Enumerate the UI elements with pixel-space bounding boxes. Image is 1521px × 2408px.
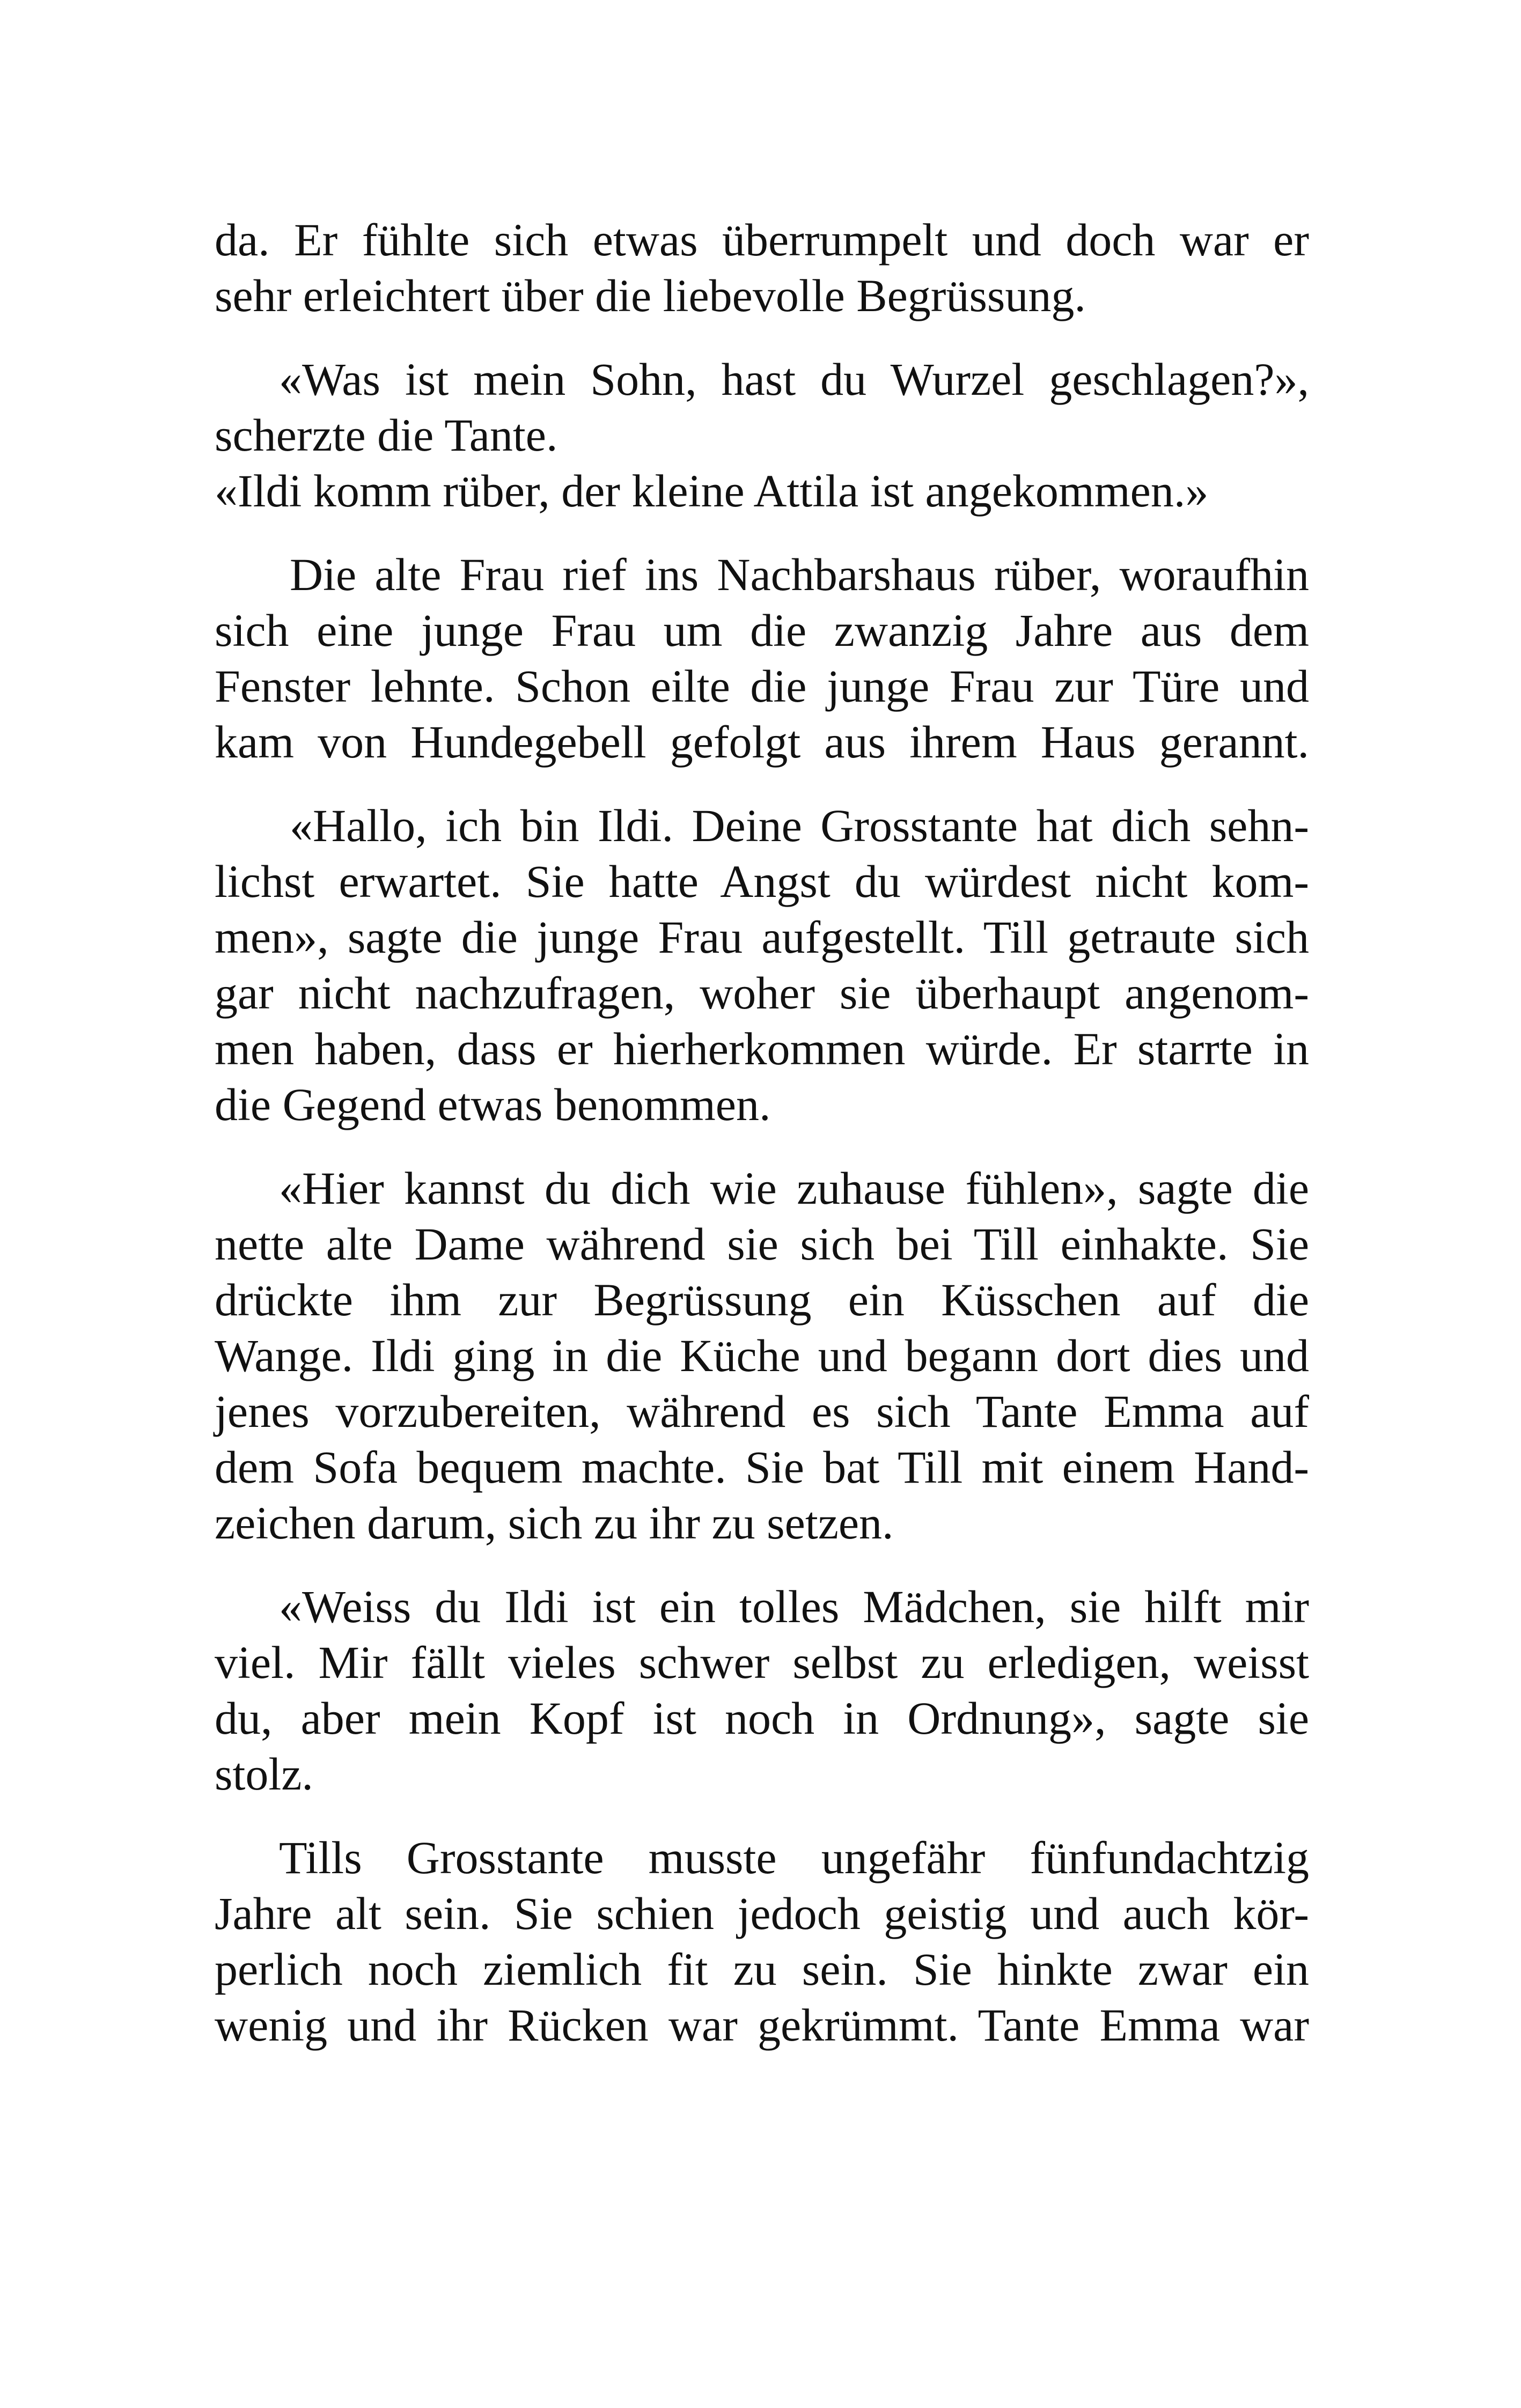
text-line: stolz. [215,1748,313,1800]
text-line: wenig und ihr Rücken war gekrümmt. Tante Emma war [215,1999,1309,2051]
paragraph [215,351,1309,519]
text-line: jenes vorzubereiten, während es sich Tante Emma auf [215,1386,1309,1437]
text-line: Fenster lehnte. Schon eilte die junge Frau zur Türe und [215,660,1309,712]
text-line: drückte ihm zur Begrüssung ein Küsschen auf die [215,1274,1309,1325]
text-line: «Was ist mein Sohn, hast du Wurzel geschlagen?», [279,354,1309,405]
paragraph [215,798,1309,1132]
body-text [215,212,1309,2081]
text-line: zeichen darum, sich zu ihr zu setzen. [215,1497,894,1549]
paragraph [215,212,1309,323]
text-line: perlich noch ziemlich fit zu sein. Sie hinkte zwar ein [215,1943,1309,1995]
text-line: gar nicht nachzufragen, woher sie überhaupt angenom- [215,967,1309,1019]
text-line: lichst erwartet. Sie hatte Angst du würdest nicht kom- [215,856,1309,907]
paragraph [215,547,1309,770]
text-line: Tills Grosstante musste ungefähr fünfundachtzig [279,1832,1309,1883]
text-line: Wange. Ildi ging in die Küche und begann dort dies und [215,1330,1309,1381]
text-line: «Weiss du Ildi ist ein tolles Mädchen, sie hilft mir [279,1581,1309,1632]
text-line: Die alte Frau rief ins Nachbarshaus rüber, woraufhin [290,549,1309,600]
text-line: scherzte die Tante. [215,409,558,461]
text-line: «Hallo, ich bin Ildi. Deine Grosstante hat dich sehn- [290,800,1309,851]
paragraph [215,1160,1309,1551]
text-line: dem Sofa bequem machte. Sie bat Till mit einem Hand- [215,1441,1309,1493]
text-line: kam von Hundegebell gefolgt aus ihrem Haus gerannt. [215,716,1309,768]
text-line: sehr erleichtert über die liebevolle Begrüssung. [215,270,1086,321]
text-line: Jahre alt sein. Sie schien jedoch geistig und auch kör- [215,1888,1309,1939]
text-line: du, aber mein Kopf ist noch in Ordnung», sagte sie [215,1692,1309,1744]
text-line: die Gegend etwas benommen. [215,1079,771,1130]
text-line: men haben, dass er hierherkommen würde. Er starrte in [215,1023,1309,1074]
text-line: «Hier kannst du dich wie zuhause fühlen», sagte die [279,1162,1309,1214]
text-line: sich eine junge Frau um die zwanzig Jahre aus dem [215,605,1309,656]
text-line: nette alte Dame während sie sich bei Till einhakte. Sie [215,1218,1309,1270]
paragraph [215,1830,1309,2053]
text-line: «Ildi komm rüber, der kleine Attila ist angekommen.» [215,465,1209,517]
text-line: viel. Mir fällt vieles schwer selbst zu erledigen, weisst [215,1637,1309,1688]
text-line: men», sagte die junge Frau aufgestellt. Till getraute sich [215,911,1309,963]
text-line: da. Er fühlte sich etwas überrumpelt und doch war er [215,214,1309,266]
paragraph [215,1579,1309,1802]
